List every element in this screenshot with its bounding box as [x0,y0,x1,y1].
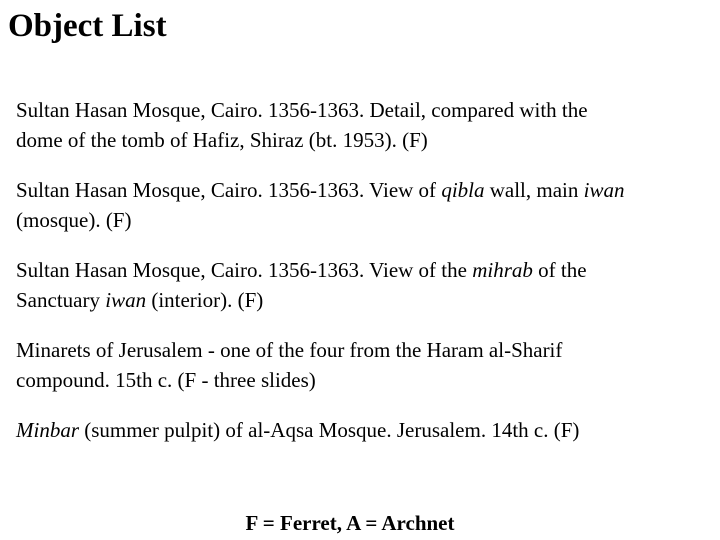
entry-line: (mosque). (F) [16,208,132,232]
entry-text: Sultan Hasan Mosque, Cairo. 1356-1363. View of the [16,258,473,282]
entry-term: Minbar [16,418,79,442]
entry-line: compound. 15th c. (F - three slides) [16,368,316,392]
entry-line: dome of the tomb of Hafiz, Shiraz (bt. 1953). (F) [16,128,428,152]
legend-footer: F = Ferret, A = Archnet [245,511,455,535]
entry-line [16,415,720,445]
entry-term: mihrab [472,258,533,282]
list-item [16,255,720,315]
entry-text: of the [532,258,587,282]
page-title: Object List [8,8,167,44]
entry-text: Sultan Hasan Mosque, Cairo. 1356-1363. View of [16,178,442,202]
list-item [16,95,720,155]
entry-text: wall, main [484,178,584,202]
list-item [16,335,720,395]
entry-term: iwan [105,288,147,312]
entry-line [16,175,720,205]
entry-text: (summer pulpit) of al-Aqsa Mosque. Jerusalem. 14th c. (F) [79,418,580,442]
entry-text: (interior). (F) [146,288,264,312]
entry-line: Minarets of Jerusalem - one of the four from the Haram al-Sharif [16,338,563,362]
list-item [16,175,720,235]
entry-line [16,255,720,285]
entry-term: iwan [583,178,625,202]
entry-text: Sanctuary [16,288,106,312]
entry-term: qibla [441,178,485,202]
entry-line: Sultan Hasan Mosque, Cairo. 1356-1363. Detail, compared with the [16,98,588,122]
entry-line [16,285,720,315]
list-item [16,415,720,445]
object-list [16,95,720,465]
